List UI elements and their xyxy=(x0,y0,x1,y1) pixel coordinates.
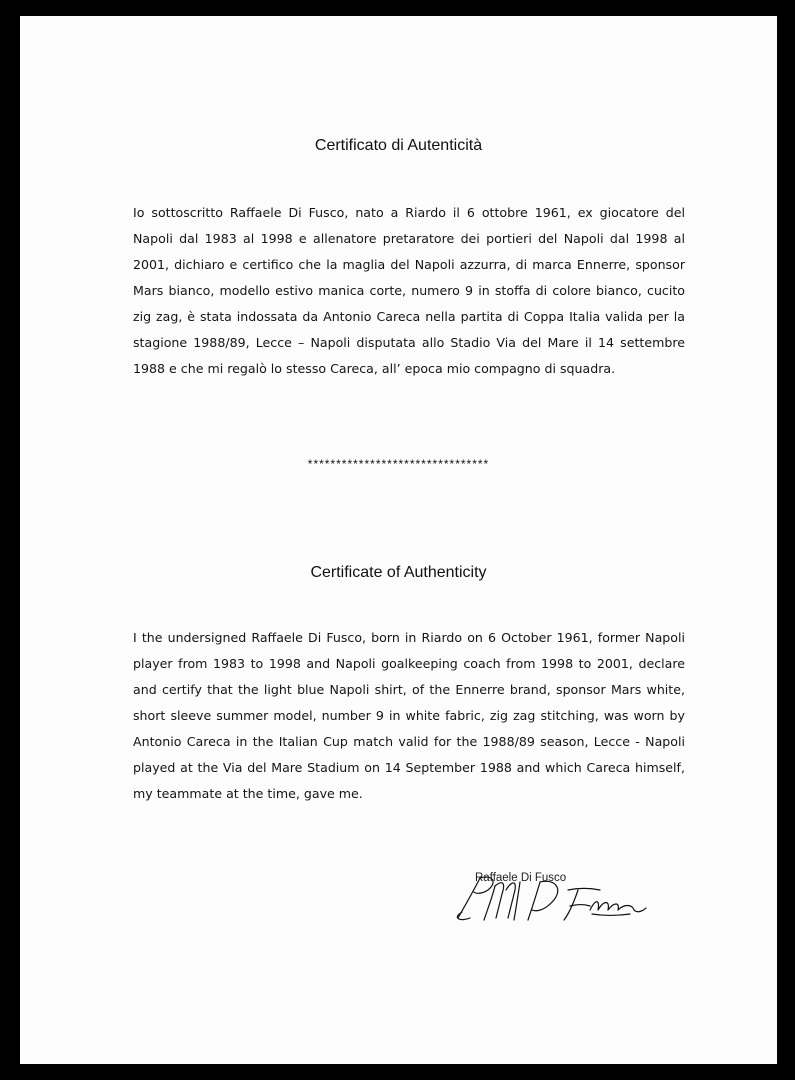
italian-certificate-text: Io sottoscritto Raffaele Di Fusco, nato a Riardo il 6 ottobre 1961, ex giocatore del Napoli dal 1983 al 1998 e allenatore pretaratore dei portieri del Napoli dal 1998 al 2001, dichiaro e certifico che la maglia del Napoli azzurra, di marca Ennerre, sponsor Mars bianco, modello estivo manica corte, numero 9 in stoffa di colore bianco, cucito zig zag, è stata indossata da Antonio Careca nella partita di Coppa Italia valida per la stagione 1988/89, Lecce – Napoli disputata allo Stadio Via del Mare il 14 settembre 1988 e che mi regalò lo stesso Careca, all’ epoca mio compagno di squadra. xyxy=(133,205,685,376)
handwritten-signature xyxy=(440,868,650,928)
english-certificate-text: I the undersigned Raffaele Di Fusco, born in Riardo on 6 October 1961, former Napoli player from 1983 to 1998 and Napoli goalkeeping coach from 1998 to 2001, declare and certify that the light blue Napoli shirt, of the Ennerre brand, sponsor Mars white, short sleeve summer model, number 9 in white fabric, zig zag stitching, was worn by Antonio Careca in the Italian Cup match valid for the 1988/89 season, Lecce - Napoli played at the Via del Mare Stadium on 14 September 1988 and which Careca himself, my teammate at the time, gave me. xyxy=(133,630,685,801)
italian-title: Certificato di Autenticità xyxy=(314,137,483,154)
english-title: Certificate of Authenticity xyxy=(310,564,487,581)
signer-printed-name: Raffaele Di Fusco xyxy=(475,872,567,884)
certificate-page xyxy=(20,16,777,1064)
section-separator: ******************************** xyxy=(307,457,490,471)
